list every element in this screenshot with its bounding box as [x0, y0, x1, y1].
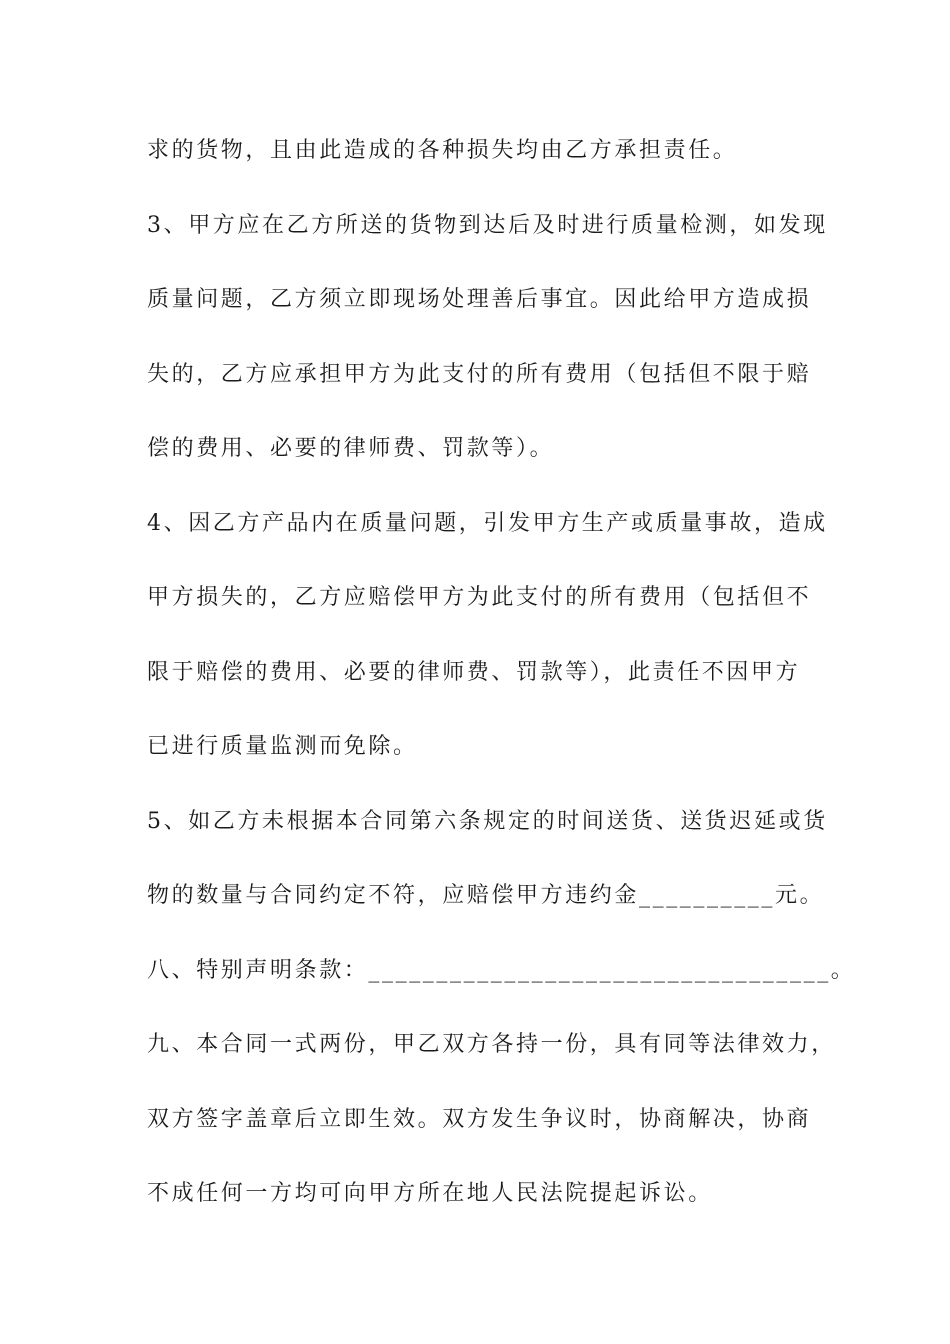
text-line: 限于赔偿的费用、必要的律师费、罚款等），此责任不因甲方: [147, 659, 801, 685]
text-line: 不成任何一方均可向甲方所在地人民法院提起诉讼。: [147, 1181, 713, 1206]
text-line: 5、如乙方未根据本合同第六条规定的时间送货、送货迟延或货: [147, 808, 828, 834]
text-line: 九、本合同一式两份，甲乙双方各持一份，具有同等法律效力，: [147, 1032, 836, 1057]
text-line: 双方签字盖章后立即生效。双方发生争议时，协商解决，协商: [147, 1106, 812, 1132]
text-line: 求的货物，且由此造成的各种损失均由乙方承担责任。: [147, 138, 738, 163]
text-line: 八、特别声明条款：__________________________________。: [147, 957, 856, 983]
text-line: 甲方损失的，乙方应赔偿甲方为此支付的所有费用（包括但不: [147, 585, 812, 610]
text-line: 偿的费用、必要的律师费、罚款等）。: [147, 436, 555, 461]
text-line: 已进行质量监测而免除。: [147, 734, 418, 759]
text-line: 失的，乙方应承担甲方为此支付的所有费用（包括但不限于赔: [147, 361, 812, 387]
text-line: 4、因乙方产品内在质量问题，引发甲方生产或质量事故，造成: [147, 510, 828, 536]
text-line: 质量问题，乙方须立即现场处理善后事宜。因此给甲方造成损: [147, 287, 812, 312]
contract-text: [147, 131, 856, 1249]
text-line: 物的数量与合同约定不符，应赔偿甲方违约金__________元。: [147, 883, 825, 908]
text-line: 3、甲方应在乙方所送的货物到达后及时进行质量检测，如发现: [147, 212, 828, 238]
